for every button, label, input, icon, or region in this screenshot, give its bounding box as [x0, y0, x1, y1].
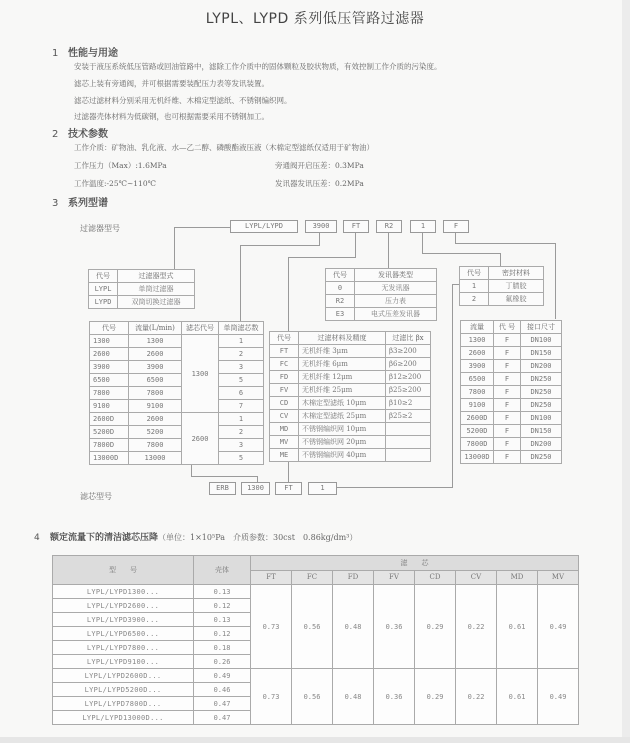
model-cell: LYPL/LYPD3900... — [53, 613, 194, 627]
table-row — [53, 585, 579, 599]
element-code-box-type: ERB — [209, 482, 236, 495]
table-cell: FT — [270, 345, 299, 358]
table-cell: F — [494, 412, 521, 425]
pressure-drop-table — [52, 555, 579, 725]
signal-type-table — [325, 268, 437, 321]
model-cell: LYPL/LYPD6500... — [53, 627, 194, 641]
table-cell: 3 — [219, 361, 264, 374]
header-cell: 单筒滤芯数 — [219, 322, 264, 335]
section-4-heading — [34, 530, 357, 543]
section-title: 系列型谱 — [68, 198, 108, 209]
table-cell: MD — [270, 423, 299, 436]
shell-cell: 0.18 — [194, 641, 251, 655]
model-cell: LYPL/LYPD1300... — [53, 585, 194, 599]
shell-cell: 0.13 — [194, 585, 251, 599]
table-cell: β6≥200 — [386, 358, 431, 371]
pressure-drop-cell: 0.56 — [292, 669, 333, 725]
connector-line — [174, 227, 175, 269]
code-box-port: F — [443, 220, 469, 233]
table-cell: 电式压差发讯器 — [355, 308, 437, 321]
table-row — [90, 348, 264, 361]
connector-line — [555, 243, 556, 319]
page-title: LYPL、LYPD 系列低压管路过滤器 — [205, 11, 425, 27]
connector-line — [452, 284, 453, 487]
section-number: 4 — [34, 533, 40, 543]
model-cell: LYPL/LYPD13000D... — [53, 711, 194, 725]
table-cell — [386, 423, 431, 436]
working-pressure: 工作压力（Max）:1.6MPa — [74, 161, 167, 170]
table-cell: 无机纤维 25μm — [299, 384, 386, 397]
table-cell: 1300 — [129, 335, 182, 348]
shell-cell: 0.12 — [194, 599, 251, 613]
pressure-drop-cell: 0.61 — [497, 669, 538, 725]
shell-cell: 0.12 — [194, 627, 251, 641]
table-cell: F — [494, 334, 521, 347]
table-cell: 2 — [219, 348, 264, 361]
section-1-line: 滤芯上装有旁通阀，并可根据需要装配压力表等发讯装置。 — [74, 79, 269, 88]
table-row — [461, 360, 562, 373]
table-cell: 无机纤维 3μm — [299, 345, 386, 358]
table-row — [270, 371, 431, 384]
header-cell: 流量(L/min) — [129, 322, 182, 335]
table-cell: 6 — [219, 387, 264, 400]
header-cell: 代号 — [270, 332, 299, 345]
shell-cell: 0.49 — [194, 669, 251, 683]
header-cell: 接口尺寸 — [521, 321, 562, 334]
pressure-drop-cell: 0.73 — [251, 585, 292, 669]
table-cell: F — [494, 386, 521, 399]
section-2-heading — [52, 125, 108, 140]
table-row — [270, 345, 431, 358]
header-element: 滤 芯 — [251, 556, 579, 571]
table-cell: 压力表 — [355, 295, 437, 308]
section-title: 技术参数 — [68, 129, 108, 140]
header-cell: 发讯器类型 — [355, 269, 437, 282]
table-cell: CV — [270, 410, 299, 423]
table-cell: 1 — [219, 413, 264, 426]
table-cell: 7800D — [461, 438, 494, 451]
table-cell: DN200 — [521, 360, 562, 373]
header-material: FV — [374, 570, 415, 585]
pressure-drop-cell: 0.22 — [456, 669, 497, 725]
model-cell: LYPL/LYPD7800D... — [53, 697, 194, 711]
connector-line — [355, 233, 356, 257]
table-row — [461, 451, 562, 464]
connector-line — [388, 233, 389, 268]
pressure-drop-cell: 0.29 — [415, 669, 456, 725]
filter-model-label: 过滤器型号 — [80, 224, 120, 233]
table-cell: 6500 — [461, 373, 494, 386]
table-cell: 1 — [219, 335, 264, 348]
element-code-cell: 2600 — [182, 413, 219, 465]
table-cell: 木棉定型滤纸 25μm — [299, 410, 386, 423]
table-cell: DN150 — [521, 347, 562, 360]
model-cell: LYPL/LYPD5200D... — [53, 683, 194, 697]
table-cell: 1300 — [461, 334, 494, 347]
header-cell: 代号 — [89, 270, 118, 283]
table-cell: 无机纤维 12μm — [299, 371, 386, 384]
port-size-table — [460, 320, 562, 464]
section-3-heading — [52, 194, 108, 209]
shell-cell: 0.47 — [194, 697, 251, 711]
table-cell: 5 — [219, 452, 264, 465]
pressure-drop-cell: 0.56 — [292, 585, 333, 669]
table-cell: 氟橡胶 — [489, 293, 544, 306]
connector-line — [422, 253, 500, 254]
table-row — [461, 425, 562, 438]
section-number: 2 — [52, 129, 59, 140]
table-cell: DN200 — [521, 438, 562, 451]
page-edge — [622, 0, 630, 743]
connector-line — [191, 476, 257, 477]
table-cell: FV — [270, 384, 299, 397]
table-row — [90, 361, 264, 374]
table-cell: 2600D — [90, 413, 129, 426]
header-cell: 代号 — [460, 267, 489, 280]
section-title: 额定流量下的清洁滤芯压降 — [50, 533, 159, 543]
table-cell: 不锈钢编织网 20μm — [299, 436, 386, 449]
table-cell: MV — [270, 436, 299, 449]
table-cell: 无机纤维 6μm — [299, 358, 386, 371]
pressure-drop-cell: 0.49 — [538, 585, 579, 669]
code-box-signal: R2 — [376, 220, 402, 233]
header-model: 型 号 — [53, 556, 194, 585]
header-material: FC — [292, 570, 333, 585]
pressure-drop-cell: 0.36 — [374, 585, 415, 669]
table-cell: 3 — [219, 439, 264, 452]
table-cell: 无发讯器 — [355, 282, 437, 295]
table-cell: F — [494, 451, 521, 464]
table-cell: F — [494, 399, 521, 412]
code-box-series: LYPL/LYPD — [230, 220, 298, 233]
table-row — [461, 412, 562, 425]
model-cell: LYPL/LYPD2600... — [53, 599, 194, 613]
connector-line — [288, 257, 289, 335]
table-row — [90, 335, 264, 348]
table-cell: 2600 — [90, 348, 129, 361]
seal-material-table — [459, 266, 544, 306]
table-cell: DN250 — [521, 386, 562, 399]
table-cell: 丁腈胶 — [489, 280, 544, 293]
header-cell: 流量 — [461, 321, 494, 334]
table-row — [90, 400, 264, 413]
connector-line — [455, 243, 555, 244]
shell-cell: 0.13 — [194, 613, 251, 627]
table-row — [270, 449, 431, 462]
table-cell: 6500 — [129, 374, 182, 387]
connector-line — [455, 233, 456, 243]
table-cell: 6500 — [90, 374, 129, 387]
section-1-line: 过滤器壳体材料为低碳钢，也可根据需要采用不锈钢加工。 — [74, 112, 269, 121]
table-cell: 7800 — [461, 386, 494, 399]
table-row — [270, 358, 431, 371]
pressure-drop-cell: 0.36 — [374, 669, 415, 725]
table-cell: F — [494, 373, 521, 386]
table-row — [89, 296, 195, 309]
element-code-box-material: FT — [275, 482, 302, 495]
header-material: FT — [251, 570, 292, 585]
table-cell: β25≥2 — [386, 410, 431, 423]
shell-cell: 0.26 — [194, 655, 251, 669]
table-cell: DN150 — [521, 425, 562, 438]
section-title: 性能与用途 — [68, 48, 118, 59]
element-model-label: 滤芯型号 — [80, 492, 112, 501]
table-cell: CD — [270, 397, 299, 410]
filter-type-table — [88, 269, 195, 309]
table-row — [460, 293, 544, 306]
table-row — [270, 436, 431, 449]
section-number: 1 — [52, 48, 59, 59]
table-row — [90, 413, 264, 426]
table-cell: 2600D — [461, 412, 494, 425]
section-number: 3 — [52, 198, 59, 209]
table-cell: 3900 — [461, 360, 494, 373]
unit-note: （单位：1×10⁵Pa 介质参数：30cst 0.86kg/dm³） — [158, 533, 358, 542]
table-cell: DN100 — [521, 412, 562, 425]
table-cell: 2600 — [461, 347, 494, 360]
table-cell: 0 — [326, 282, 355, 295]
header-cell: 滤芯代号 — [182, 322, 219, 335]
table-cell: β10≥2 — [386, 397, 431, 410]
table-row — [270, 384, 431, 397]
table-row — [90, 439, 264, 452]
header-material: MD — [497, 570, 538, 585]
table-cell: 2600 — [129, 413, 182, 426]
table-cell: F — [494, 438, 521, 451]
section-1-line: 滤芯过滤材料分别采用无机纤维、木棉定型滤纸、不锈钢编织网。 — [74, 96, 292, 105]
table-cell: ME — [270, 449, 299, 462]
connector-line — [422, 233, 423, 253]
section-1-line: 安装于液压系统低压管路或回油管路中，滤除工作介质中的固体颗粒及胶状物质，有效控制工作介质的污染度。 — [74, 62, 442, 71]
table-cell: 2 — [219, 426, 264, 439]
header-cell: 过滤器型式 — [118, 270, 195, 283]
working-temperature: 工作温度:-25℃~110℃ — [74, 179, 156, 188]
table-row — [460, 280, 544, 293]
connector-line — [336, 487, 453, 488]
table-row — [461, 386, 562, 399]
model-cell: LYPL/LYPD9100... — [53, 655, 194, 669]
table-cell: FC — [270, 358, 299, 371]
table-cell: E3 — [326, 308, 355, 321]
shell-cell: 0.46 — [194, 683, 251, 697]
connector-line — [319, 233, 320, 245]
model-cell: LYPL/LYPD7800... — [53, 641, 194, 655]
table-cell: R2 — [326, 295, 355, 308]
table-row — [461, 334, 562, 347]
table-cell — [386, 449, 431, 462]
table-cell: 单筒过滤器 — [118, 283, 195, 296]
table-row — [53, 669, 579, 683]
table-cell: 木棉定型滤纸 10μm — [299, 397, 386, 410]
table-row — [461, 438, 562, 451]
header-material: MV — [538, 570, 579, 585]
table-cell: LYPL — [89, 283, 118, 296]
header-shell: 壳体 — [194, 556, 251, 585]
element-code-box-size: 1300 — [241, 482, 270, 495]
model-cell: LYPL/LYPD2600D... — [53, 669, 194, 683]
connector-line — [240, 245, 320, 246]
connector-line — [500, 253, 501, 266]
pressure-drop-cell: 0.49 — [538, 669, 579, 725]
table-row — [270, 410, 431, 423]
filter-material-table — [269, 331, 431, 462]
table-row — [90, 426, 264, 439]
table-cell: 3900 — [90, 361, 129, 374]
table-cell: 7800 — [90, 387, 129, 400]
table-cell: 5200D — [461, 425, 494, 438]
table-cell: 13000D — [90, 452, 129, 465]
table-row — [326, 295, 437, 308]
table-cell: 3900 — [129, 361, 182, 374]
table-cell: 5200D — [90, 426, 129, 439]
table-row — [461, 373, 562, 386]
table-cell: 5200 — [129, 426, 182, 439]
table-cell: 1300 — [90, 335, 129, 348]
code-box-flow: 3900 — [305, 220, 337, 233]
table-cell: DN250 — [521, 451, 562, 464]
table-row — [461, 347, 562, 360]
table-cell: 1 — [460, 280, 489, 293]
connector-line — [288, 257, 356, 258]
header-cell: 代号 — [326, 269, 355, 282]
table-cell: DN250 — [521, 399, 562, 412]
table-row — [326, 308, 437, 321]
code-box-seal: 1 — [410, 220, 436, 233]
table-cell: β25≥200 — [386, 384, 431, 397]
table-cell: 9100 — [129, 400, 182, 413]
pressure-drop-cell: 0.29 — [415, 585, 456, 669]
working-medium: 工作介质：矿物油、乳化液、水—乙二醇、磷酸酯液压液（木棉定型滤纸仅适用于矿物油） — [74, 143, 374, 152]
table-cell: 2 — [460, 293, 489, 306]
header-cell: 过滤比 βx — [386, 332, 431, 345]
table-cell: 5 — [219, 374, 264, 387]
table-row — [270, 423, 431, 436]
table-row — [270, 397, 431, 410]
table-cell: 9100 — [90, 400, 129, 413]
shell-cell: 0.47 — [194, 711, 251, 725]
table-row — [90, 374, 264, 387]
code-box-material: FT — [343, 220, 369, 233]
table-cell: 2600 — [129, 348, 182, 361]
header-cell: 过滤材料及精度 — [299, 332, 386, 345]
table-cell: 13000D — [461, 451, 494, 464]
header-material: CV — [456, 570, 497, 585]
table-cell: 不锈钢编织网 10μm — [299, 423, 386, 436]
element-code-cell: 1300 — [182, 335, 219, 413]
table-cell: F — [494, 360, 521, 373]
table-cell: FD — [270, 371, 299, 384]
bypass-pressure: 旁通阀开启压差：0.3MPa — [275, 161, 364, 170]
table-row — [461, 399, 562, 412]
header-material: CD — [415, 570, 456, 585]
table-row — [89, 283, 195, 296]
table-cell: β12≥200 — [386, 371, 431, 384]
table-row — [90, 387, 264, 400]
flow-rate-table — [89, 321, 264, 465]
table-cell: DN100 — [521, 334, 562, 347]
page-edge-bottom — [0, 737, 630, 743]
table-cell: 9100 — [461, 399, 494, 412]
table-cell: 7800 — [129, 439, 182, 452]
section-1-heading — [52, 44, 118, 59]
table-cell: 双筒切换过滤器 — [118, 296, 195, 309]
table-cell: DN250 — [521, 373, 562, 386]
table-row — [90, 452, 264, 465]
pressure-drop-cell: 0.22 — [456, 585, 497, 669]
header-material: FD — [333, 570, 374, 585]
table-cell — [386, 436, 431, 449]
table-cell: F — [494, 425, 521, 438]
pressure-drop-cell: 0.48 — [333, 669, 374, 725]
signal-pressure: 发讯器发讯压差：0.2MPa — [275, 179, 364, 188]
table-cell: 7 — [219, 400, 264, 413]
pressure-drop-cell: 0.61 — [497, 585, 538, 669]
table-cell: 7800 — [129, 387, 182, 400]
connector-line — [174, 227, 230, 228]
table-cell: LYPD — [89, 296, 118, 309]
pressure-drop-cell: 0.48 — [333, 585, 374, 669]
table-cell: 不锈钢编织网 40μm — [299, 449, 386, 462]
table-row — [326, 282, 437, 295]
header-cell: 密封材料 — [489, 267, 544, 280]
table-cell: 13000 — [129, 452, 182, 465]
element-code-box-seal: 1 — [308, 482, 337, 495]
table-cell: F — [494, 347, 521, 360]
pressure-drop-cell: 0.73 — [251, 669, 292, 725]
connector-line — [240, 245, 241, 321]
header-cell: 代号 — [90, 322, 129, 335]
header-cell: 代 号 — [494, 321, 521, 334]
table-cell: β3≥200 — [386, 345, 431, 358]
table-cell: 7800D — [90, 439, 129, 452]
